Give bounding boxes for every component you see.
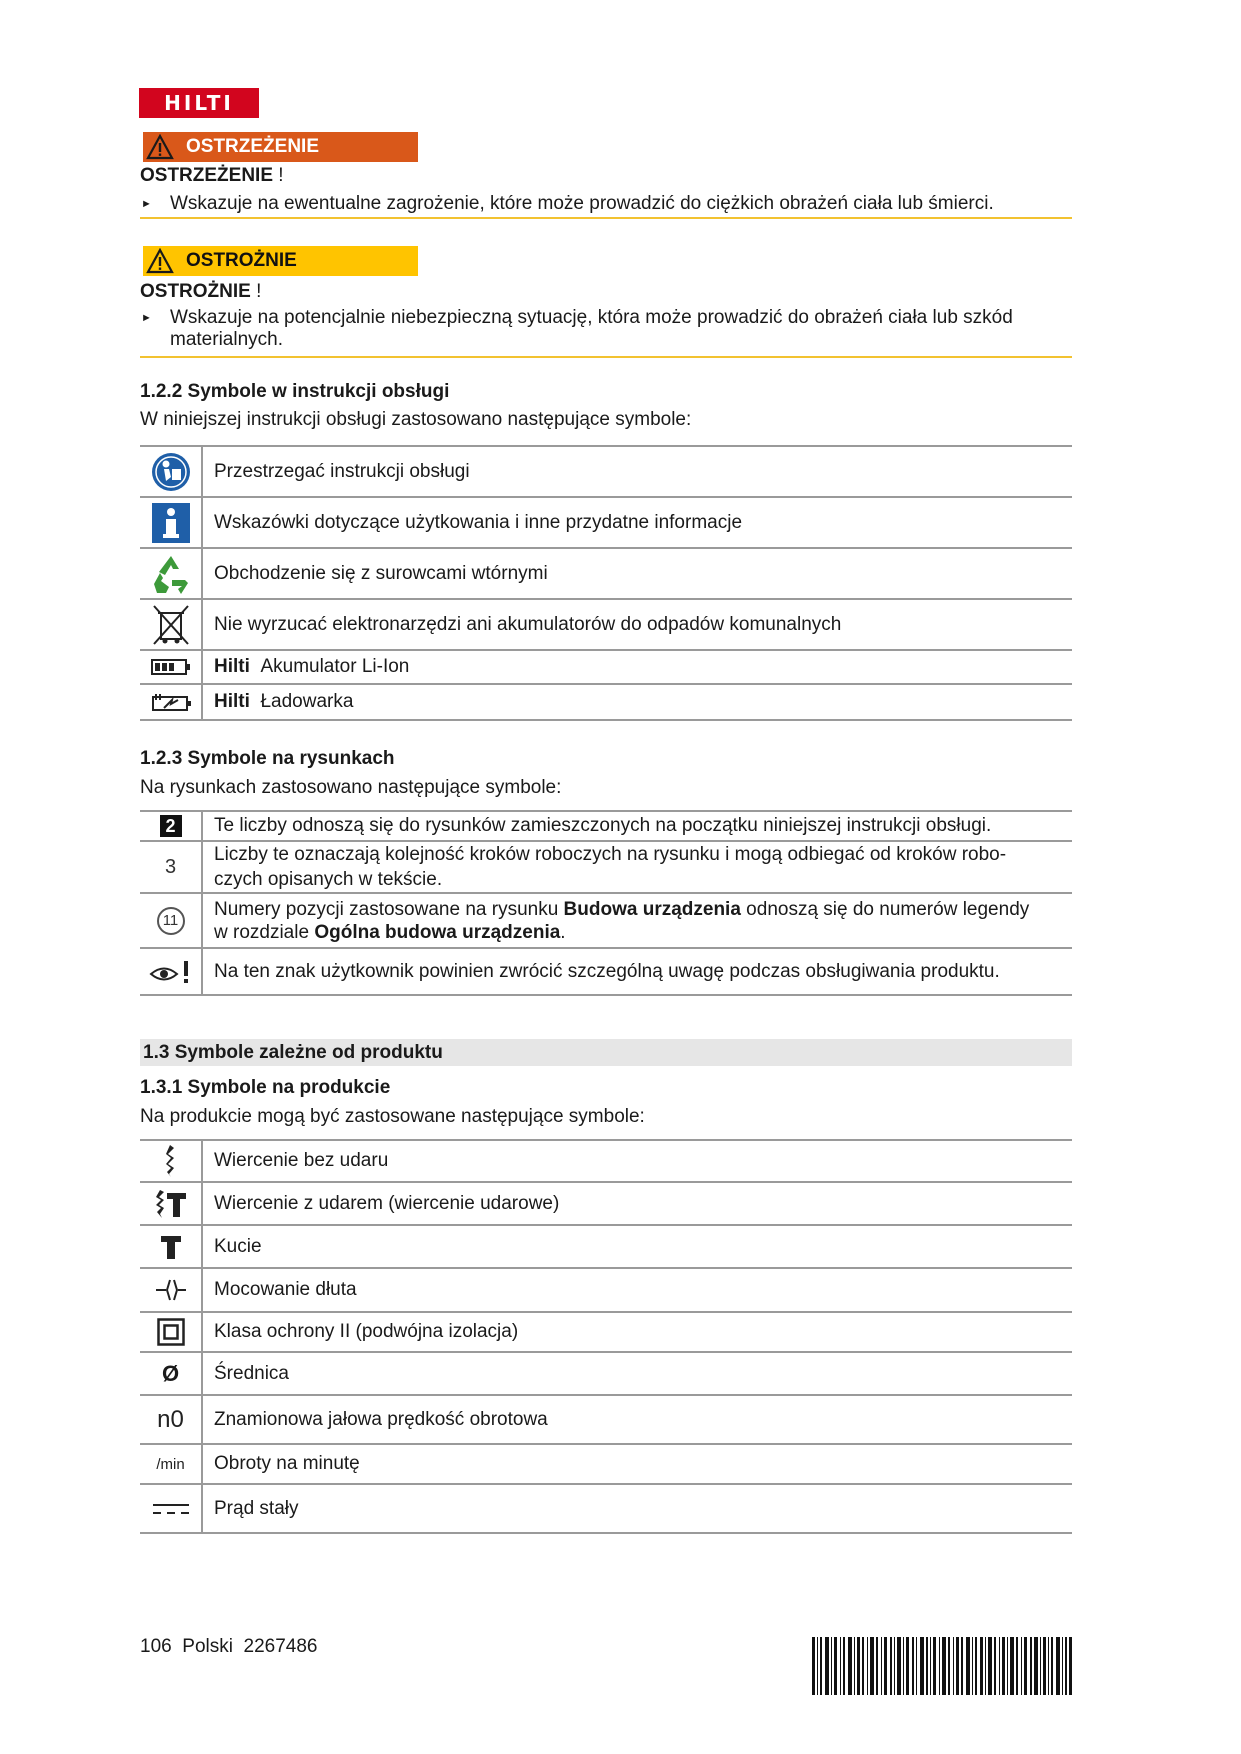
caution-heading-line: [140, 280, 261, 303]
table-cell-text: Prąd stały: [202, 1484, 1072, 1533]
row-text: Ładowarka: [260, 691, 354, 712]
symbols-figures-table: [140, 810, 1072, 996]
table-row: [140, 446, 1072, 497]
section-1-3-title: 1.3 Symbole zależne od produktu: [143, 1042, 443, 1063]
hilti-logo: HILTI: [139, 88, 259, 118]
table-cell-text: Te liczby odnoszą się do rysunków zamieszczonych na początku niniejszej instrukcji obsługi.: [202, 811, 1072, 841]
row-text-line: czych opisanych w tekście.: [214, 869, 443, 890]
caution-text-line2: materialnych.: [170, 329, 283, 350]
table-cell-icon: [140, 811, 202, 841]
footer-doc-number: 2267486: [243, 1636, 318, 1657]
table-cell-text: Kucie: [202, 1225, 1072, 1268]
info-icon: [151, 502, 191, 544]
text-run: w rozdziale: [214, 921, 315, 943]
table-cell-text: [202, 841, 1072, 893]
section-1-2-2-title: 1.2.2 Symbole w instrukcji obsługi: [140, 381, 450, 402]
figure-number-icon: 2: [160, 815, 182, 837]
caution-heading: OSTROŻNIE: [140, 281, 251, 302]
row-text-line: [214, 898, 1072, 921]
text-run: Numery pozycji zastosowane na rysunku: [214, 898, 564, 920]
drill-icon: [161, 1144, 181, 1178]
table-row: [140, 1312, 1072, 1352]
double-insulation-icon: [157, 1318, 185, 1346]
table-row: [140, 1484, 1072, 1533]
table-cell-text: [202, 650, 1072, 684]
caution-text-line1: Wskazuje na potencjalnie niebezpieczną sytuację, która może prowadzić do obrażeń ciała lub szkód: [170, 307, 1013, 328]
table-cell-icon: [140, 1312, 202, 1352]
section-1-2-3-intro: Na rysunkach zastosowano następujące symbole:: [140, 777, 562, 798]
table-cell-text: Przestrzegać instrukcji obsługi: [202, 446, 1072, 497]
page-number: 106: [140, 1636, 172, 1657]
table-row: [140, 1225, 1072, 1268]
page-footer: [140, 1636, 317, 1658]
table-cell-icon: [140, 548, 202, 599]
table-cell-icon: [140, 684, 202, 720]
row-text-line: Liczby te oznaczają kolejność kroków roboczych na rysunku i mogą odbiegać od kroków robo-: [214, 844, 1007, 865]
table-cell-icon: [140, 1268, 202, 1312]
table-cell-icon: [140, 497, 202, 548]
table-cell-text: Wskazówki dotyczące użytkowania i inne przydatne informacje: [202, 497, 1072, 548]
table-row: [140, 841, 1072, 893]
table-row: [140, 650, 1072, 684]
bullet-arrow: ►: [141, 198, 152, 210]
text-run-bold: Ogólna budowa urządzenia: [314, 921, 561, 943]
table-row: [140, 497, 1072, 548]
barcode: [812, 1637, 1072, 1695]
footer-language: Polski: [182, 1636, 233, 1657]
table-row: [140, 1140, 1072, 1182]
table-cell-icon: [140, 948, 202, 995]
diameter-icon: Ø: [161, 1360, 180, 1386]
table-row: [140, 1182, 1072, 1225]
table-row: [140, 599, 1072, 650]
table-cell-text: Wiercenie bez udaru: [202, 1140, 1072, 1182]
caution-signal-bar: [143, 246, 418, 276]
table-cell-icon: [140, 650, 202, 684]
table-cell-icon: [140, 599, 202, 650]
row-text: Akumulator Li-Ion: [260, 656, 410, 677]
chisel-mount-icon: [155, 1277, 187, 1303]
warning-signal-bar: [143, 132, 418, 162]
section-1-3-1-title: 1.3.1 Symbole na produkcie: [140, 1077, 391, 1098]
table-row: [140, 948, 1072, 995]
table-cell-icon: [140, 1182, 202, 1225]
table-row: [140, 893, 1072, 948]
table-row: [140, 1395, 1072, 1444]
table-cell-text: Średnica: [202, 1352, 1072, 1395]
warning-bar-label: OSTRZEŻENIE: [186, 136, 320, 157]
table-cell-text: [202, 684, 1072, 720]
rated-speed-icon: n0: [157, 1405, 184, 1433]
recycle-icon: [150, 553, 192, 595]
caution-bar-label: OSTROŻNIE: [186, 250, 297, 271]
table-row: [140, 684, 1072, 720]
text-run: odnoszą się do numerów legendy: [740, 898, 1030, 920]
warning-divider: [140, 217, 1072, 219]
symbols-product-table: [140, 1139, 1072, 1534]
table-cell-icon: [140, 1395, 202, 1444]
table-row: [140, 1352, 1072, 1395]
table-cell-text: Na ten znak użytkownik powinien zwrócić szczególną uwagę podczas obsługiwania produktu.: [202, 948, 1072, 995]
table-cell-text: Wiercenie z udarem (wiercenie udarowe): [202, 1182, 1072, 1225]
chisel-icon: [160, 1234, 182, 1260]
step-number-icon: 3: [164, 855, 177, 878]
table-cell-text: Obchodzenie się z surowcami wtórnymi: [202, 548, 1072, 599]
table-cell-icon: [140, 1484, 202, 1533]
table-row: [140, 811, 1072, 841]
per-minute-icon: /min: [156, 1456, 185, 1473]
text-run-bold: Budowa urządzenia: [563, 898, 741, 920]
crossed-bin-icon: [151, 603, 191, 647]
caution-divider: [140, 356, 1072, 358]
warning-text: Wskazuje na ewentualne zagrożenie, które może prowadzić do ciężkich obrażeń ciała lub śmierci.: [170, 193, 994, 214]
table-cell-icon: [140, 1352, 202, 1395]
table-row: [140, 1268, 1072, 1312]
brand-name: Hilti: [214, 691, 250, 712]
table-cell-icon: [140, 1444, 202, 1484]
battery-icon: [151, 658, 191, 676]
table-cell-icon: [140, 1140, 202, 1182]
warning-heading: OSTRZEŻENIE: [140, 165, 274, 186]
hammer-drill-icon: [155, 1189, 187, 1219]
table-cell-icon: [140, 841, 202, 893]
eye-attention-icon: [149, 959, 193, 985]
brand-name: Hilti: [214, 656, 250, 677]
warning-exclaim: !: [278, 165, 284, 186]
table-cell-text: Klasa ochrony II (podwójna izolacja): [202, 1312, 1072, 1352]
section-1-2-2-intro: W niniejszej instrukcji obsługi zastosowano następujące symbole:: [140, 409, 692, 430]
table-cell-text: Mocowanie dłuta: [202, 1268, 1072, 1312]
section-1-3-1-intro: Na produkcie mogą być zastosowane następujące symbole:: [140, 1106, 645, 1127]
direct-current-icon: [151, 1502, 191, 1516]
charger-icon: [150, 691, 192, 713]
table-cell-icon: [140, 1225, 202, 1268]
table-row: [140, 1444, 1072, 1484]
symbols-manual-table: [140, 445, 1072, 721]
manual-icon: [150, 451, 192, 493]
table-cell-text: Obroty na minutę: [202, 1444, 1072, 1484]
warning-triangle-icon: [146, 134, 174, 160]
bullet-arrow: ►: [141, 312, 152, 324]
position-number-icon: 11: [157, 907, 185, 935]
warning-heading-line: [140, 164, 284, 187]
caution-exclaim: !: [256, 281, 262, 302]
section-1-2-3-title: 1.2.3 Symbole na rysunkach: [140, 748, 395, 769]
table-cell-icon: [140, 446, 202, 497]
table-cell-text: Znamionowa jałowa prędkość obrotowa: [202, 1395, 1072, 1444]
row-text-line: [214, 921, 1072, 944]
table-cell-icon: [140, 893, 202, 948]
table-row: [140, 548, 1072, 599]
warning-triangle-icon: [146, 248, 174, 274]
table-cell-text: [202, 893, 1072, 948]
text-run: .: [560, 921, 566, 943]
table-cell-text: Nie wyrzucać elektronarzędzi ani akumulatorów do odpadów komunalnych: [202, 599, 1072, 650]
